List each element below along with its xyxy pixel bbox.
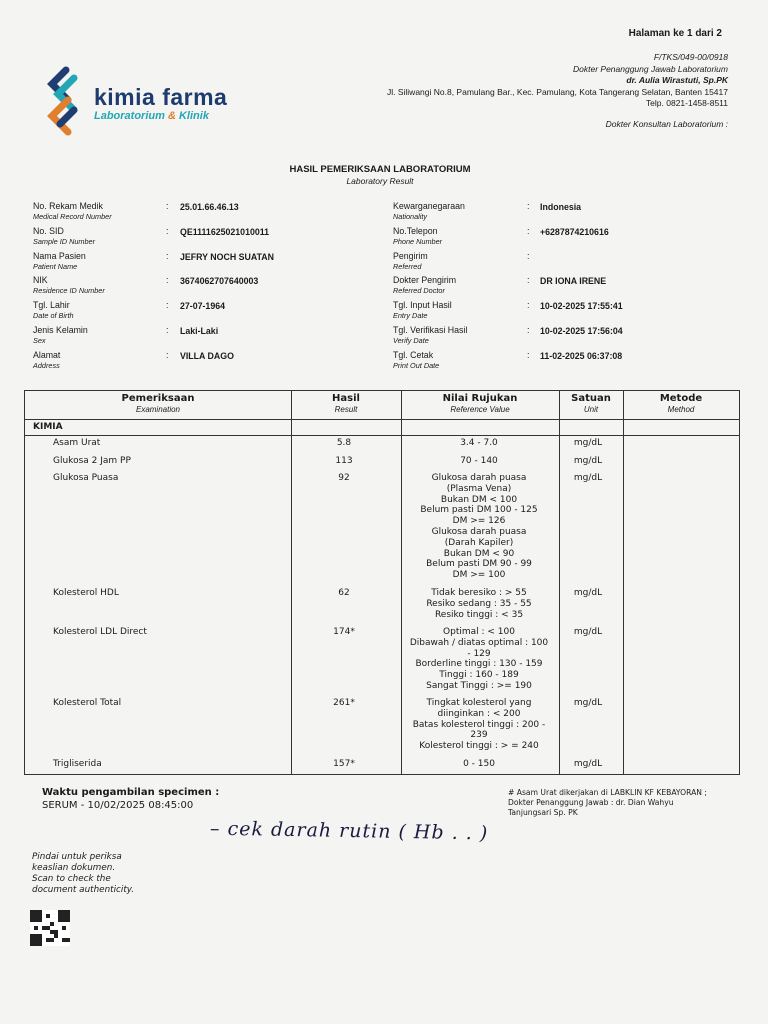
result-value: 174* [333, 627, 355, 637]
responsible-name: dr. Aulia Wirastuti, Sp.PK [626, 75, 728, 85]
reference-value: 3.4 - 7.0 [460, 438, 498, 448]
responsible-title: Dokter Penanggung Jawab Laboratorium [573, 63, 728, 74]
result-value: 62 [338, 588, 350, 598]
info-label: Kewarganegaraan Nationality [393, 201, 465, 221]
info-value: DR IONA IRENE [540, 276, 607, 287]
result-value: 113 [335, 456, 353, 466]
handwritten-note: – cek darah rutin ( Hb . . ) [209, 817, 489, 845]
info-value: JEFRY NOCH SUATAN [180, 251, 275, 262]
info-colon: : [527, 300, 530, 311]
note-line: Tanjungsari Sp. PK [508, 808, 578, 817]
info-colon: : [166, 250, 169, 261]
info-value: 3674062707640003 [180, 276, 259, 287]
report-title: HASIL PEMERIKSAAN LABORATORIUM [289, 164, 471, 175]
header-unit: Satuan Unit [571, 393, 611, 414]
header-reference: Nilai Rujukan Reference Value [442, 393, 518, 414]
form-code: F/TKS/049-00/0918 [653, 52, 728, 62]
logo-name: kimia farma [94, 84, 228, 110]
reference-value: 0 - 150 [463, 759, 495, 769]
info-value: +6287874210616 [540, 226, 609, 237]
reference-value: Tidak beresiko : > 55 Resiko sedang : 35 - 55 Resiko tinggi : < 35 [426, 588, 532, 620]
info-value: Laki-Laki [180, 326, 219, 336]
info-label: Alamat Address [33, 349, 61, 370]
consultant-label: Dokter Konsultan Laboratorium : [605, 119, 728, 129]
info-value: Indonesia [540, 202, 582, 212]
unit-value: mg/dL [573, 438, 603, 448]
logo-sub-part1: Laboratorium [94, 110, 165, 122]
info-label: No. SID Sample ID Number [33, 225, 96, 246]
info-value: QE1111625021010011 [180, 226, 270, 237]
lab-address: Jl. Siliwangi No.8, Pamulang Bar., Kec. Pamulang, Kota Tangerang Selatan, Banten 15417 [386, 86, 728, 97]
info-label: No.Telepon Phone Number [393, 225, 443, 246]
specimen-value: SERUM - 10/02/2025 08:45:00 [42, 800, 194, 811]
unit-value: mg/dL [573, 759, 603, 769]
info-colon: : [527, 275, 530, 286]
unit-value: mg/dL [573, 698, 603, 708]
unit-value: mg/dL [573, 627, 603, 637]
logo-sub-amp: & [167, 110, 176, 122]
info-label: No. Rekam Medik Medical Record Number [33, 201, 112, 221]
header-info [387, 52, 728, 110]
info-colon: : [166, 201, 169, 211]
info-label: Tgl. Verifikasi Hasil Verify Date [393, 325, 468, 345]
info-label: NIK Residence ID Number [33, 275, 105, 296]
reference-value: Tingkat kolesterol yang diinginkan : < 200 Batas kolesterol tinggi : 200 - 239 Kolesterol tinggi : > = 240 [412, 698, 546, 752]
header-result: Hasil Result [332, 393, 360, 414]
scan-instruction: Pindai untuk periksa keaslian dokumen. Scan to check the document authenticity. [32, 852, 135, 895]
reference-value: Glukosa darah puasa (Plasma Vena) Bukan DM < 100 Belum pasti DM 100 - 125 DM >= 126 Glukosa darah puasa (Darah Kapiler) Bukan DM < 90 Belum pasti DM 90 - 99 DM >= 100 [420, 473, 538, 581]
exam-name: Kolesterol HDL [53, 588, 119, 598]
logo-sub-part2: Klinik [178, 110, 209, 122]
info-label: Dokter Pengirim Referred Doctor [393, 275, 457, 296]
unit-value: mg/dL [573, 588, 603, 598]
info-label: Tgl. Cetak Print Out Date [393, 349, 440, 370]
info-label: Nama Pasien Patient Name [33, 250, 86, 271]
info-colon: : [527, 349, 530, 360]
header-examination: Pemeriksaan Examination [121, 393, 195, 414]
exam-name: Glukosa 2 Jam PP [53, 456, 131, 466]
lab-phone: Telp. 0821-1458-8511 [645, 98, 728, 108]
result-value: 92 [338, 473, 350, 483]
section-kimia: KIMIA [33, 422, 63, 432]
unit-value: mg/dL [573, 456, 603, 466]
info-colon: : [166, 300, 169, 311]
info-colon: : [166, 349, 169, 360]
report-subtitle: Laboratory Result [346, 176, 414, 186]
info-value: 27-07-1964 [180, 301, 225, 312]
reference-value: 70 - 140 [460, 456, 498, 466]
info-value: 11-02-2025 06:37:08 [540, 350, 623, 361]
exam-name: Asam Urat [53, 438, 101, 448]
result-value: 261* [333, 698, 355, 708]
reference-value: Optimal : < 100 Dibawah / diatas optimal : 100 - 129 Borderline tinggi : 130 - 159 Tinggi : 160 - 189 Sangat Tinggi : >= 190 [409, 627, 549, 691]
unit-value: mg/dL [573, 473, 603, 483]
info-colon: : [527, 225, 530, 236]
specimen-info [42, 787, 219, 811]
info-value: VILLA DAGO [180, 350, 234, 361]
info-label: Pengirim Referred [393, 250, 428, 271]
info-colon: : [527, 325, 530, 335]
info-label: Tgl. Lahir Date of Birth [33, 300, 74, 321]
result-value: 157* [333, 759, 355, 769]
info-value: 10-02-2025 17:56:04 [540, 326, 623, 336]
specimen-title: Waktu pengambilan specimen : [42, 787, 220, 798]
info-label: Jenis Kelamin Sex [33, 325, 88, 345]
page-number: Halaman ke 1 dari 2 [628, 28, 722, 39]
lab-note [508, 788, 758, 818]
qr-code-icon[interactable] [30, 910, 70, 946]
info-colon: : [527, 201, 530, 211]
exam-name: Kolesterol LDL Direct [53, 627, 147, 637]
info-colon: : [166, 225, 169, 236]
info-label: Tgl. Input Hasil Entry Date [393, 300, 452, 321]
exam-name: Glukosa Puasa [53, 473, 119, 483]
note-line: Dokter Penanggung Jawab : dr. Dian Wahyu [508, 798, 674, 807]
logo-subtitle [94, 110, 209, 122]
info-colon: : [527, 250, 530, 261]
info-colon: : [166, 275, 169, 286]
exam-name: Trigliserida [53, 759, 102, 769]
exam-name: Kolesterol Total [53, 698, 122, 708]
info-value: 10-02-2025 17:55:41 [540, 301, 623, 312]
header-method: Metode Method [659, 393, 703, 414]
note-line: # Asam Urat dikerjakan di LABKLIN KF KEBAYORAN ; [508, 788, 707, 797]
info-colon: : [166, 325, 169, 335]
kimia-farma-logo-icon [44, 64, 86, 138]
info-value: 25.01.66.46.13 [180, 202, 239, 212]
result-value: 5.8 [336, 438, 352, 448]
